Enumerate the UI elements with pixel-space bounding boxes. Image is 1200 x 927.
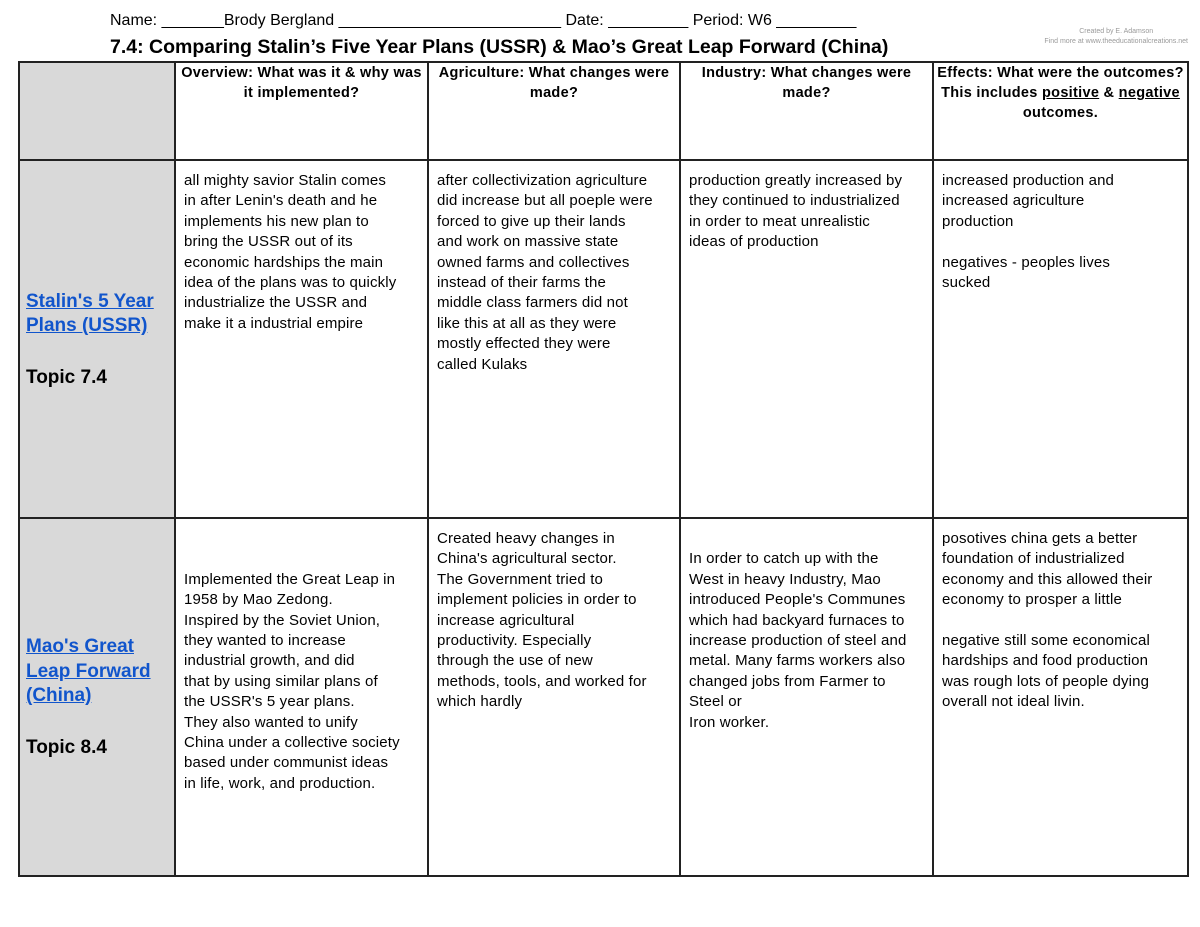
row-label-cell bbox=[19, 518, 175, 876]
comparison-table bbox=[18, 61, 1189, 877]
effects-cell[interactable]: posotives china gets a better foundation of industrialized economy and this allowed their economy to prosper a little negative still some economical hardships and food production was rough lots of people dying overall not ideal livin. bbox=[933, 518, 1188, 876]
overview-cell[interactable]: all mighty savior Stalin comes in after Lenin's death and he implements his new plan to bring the USSR out of its economic hardships the main idea of the plans was to quickly industrialize the USSR and make it a industrial empire bbox=[175, 160, 428, 518]
topic-label: Topic 8.4 bbox=[26, 736, 107, 758]
mao-great-leap-forward-link[interactable]: Mao's Great Leap Forward (China) bbox=[26, 636, 151, 707]
column-header-agriculture: Agriculture: What changes were made? bbox=[428, 62, 680, 160]
creator-credit bbox=[1044, 27, 1188, 47]
column-header-overview: Overview: What was it & why was it implemented? bbox=[175, 62, 428, 160]
table-row-mao bbox=[19, 518, 1188, 876]
topic-label: Topic 7.4 bbox=[26, 366, 107, 388]
worksheet-title: 7.4: Comparing Stalin’s Five Year Plans (USSR) & Mao’s Great Leap Forward (China) bbox=[110, 36, 889, 58]
effects-header-prefix: Effects: What were the outcomes? This includes bbox=[937, 65, 1184, 101]
stalin-five-year-plans-link[interactable]: Stalin's 5 Year Plans (USSR) bbox=[26, 290, 154, 336]
corner-cell bbox=[19, 62, 175, 160]
industry-cell[interactable]: production greatly increased by they continued to industrialized in order to meat unrealistic ideas of production bbox=[680, 160, 933, 518]
effects-header-positive: positive bbox=[1042, 85, 1100, 101]
effects-header-suffix: outcomes. bbox=[1022, 105, 1099, 121]
table-row-stalin bbox=[19, 160, 1188, 518]
column-header-effects bbox=[933, 62, 1188, 160]
industry-cell[interactable]: In order to catch up with the West in heavy Industry, Mao introduced People's Communes which had backyard furnaces to increase production of steel and metal. Many farms workers also changed jobs from Farmer to Steel or Iron worker. bbox=[680, 518, 933, 876]
header-row bbox=[19, 62, 1188, 160]
credit-line-1: Created by E. Adamson bbox=[1079, 28, 1154, 35]
column-header-industry: Industry: What changes were made? bbox=[680, 62, 933, 160]
agriculture-cell[interactable]: Created heavy changes in China's agricultural sector. The Government tried to implement policies in order to increase agricultural productivity. Especially through the use of new methods, tools, and worked for which hardly bbox=[428, 518, 680, 876]
effects-header-negative: negative bbox=[1118, 85, 1180, 101]
effects-header-and: & bbox=[1103, 85, 1115, 101]
credit-line-2: Find more at www.theeducationalcreations.net bbox=[1044, 38, 1188, 45]
row-label-cell bbox=[19, 160, 175, 518]
agriculture-cell[interactable]: after collectivization agriculture did increase but all poeple were forced to give up their lands and work on massive state owned farms and collectives instead of their farms the middle class farmers did not like this at all as they were mostly effected they were called Kulaks bbox=[428, 160, 680, 518]
effects-cell[interactable]: increased production and increased agriculture production negatives - peoples lives sucked bbox=[933, 160, 1188, 518]
name-date-period-line: Name: _______Brody Bergland _________________________ Date: _________ Period: W6 _________ bbox=[110, 12, 857, 29]
overview-cell[interactable]: Implemented the Great Leap in 1958 by Mao Zedong. Inspired by the Soviet Union, they wanted to increase industrial growth, and did that by using similar plans of the USSR's 5 year plans. They also wanted to unify China under a collective society based under communist ideas in life, work, and production. bbox=[175, 518, 428, 876]
